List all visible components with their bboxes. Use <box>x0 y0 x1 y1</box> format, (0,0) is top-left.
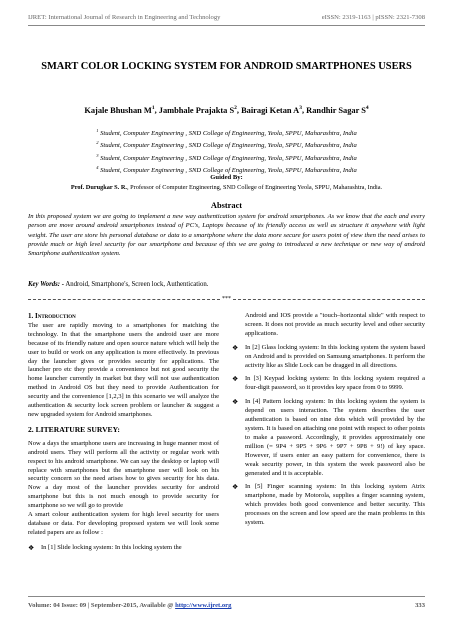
intro-paragraph: The user are rapidly moving to a smartphones for matching the technology. In that the smartphone users the android user are more because of its friendly nature and open source nature which will help the user to build or work on any application is more effectively. In previous day the launcher gives or provides security for applications. The launcher pro etc they provide a convenience but not good security the home launcher currently in market but they will not use authentication method in Android OS but they need to provide Authentication for security and the convenience [1,2,3] in this scenario we will analyze the authentication & security lock screen problem or launcher & suggest a new upgraded system for Android smartphones. <box>28 321 219 418</box>
affiliation-sup: 3 <box>96 152 99 158</box>
affiliation-sup: 1 <box>96 128 99 133</box>
diamond-bullet-icon: ❖ <box>232 375 239 384</box>
intro-heading <box>28 312 219 321</box>
affiliation-text: Student, Computer Engineering , SND College of Engineering, Yeola, SPPU, Maharashtra, India <box>98 142 357 150</box>
affiliation-text: Student, Computer Engineering , SND College of Engineering, Yeola, SPPU, Maharashtra, India <box>98 167 357 175</box>
author-sup: 1 <box>151 105 155 111</box>
affiliation-line <box>20 151 433 163</box>
survey-item-text: In [4] Pattern locking system: In this locking system the system is depend on users interaction. The system describes the user authentication is based on nine dots which will provided by the system. It is based on attaching one point with respect to other points to make a password. Accordingly, it provides approximately one million (= 9P4 + 9P5 + 9P6 + 9P7 + 9P8 + 9!) of key space. However, if users enter an easy pattern for convenience, there is weak security power, in this system the week password also be generated and it is acceptable. <box>245 398 425 477</box>
affiliation-line <box>20 138 433 150</box>
left-column <box>28 312 219 558</box>
keywords-line <box>28 281 425 288</box>
author-separator: , <box>301 105 307 115</box>
journal-link[interactable]: http://www.ijret.org <box>175 602 232 609</box>
survey-item <box>232 375 425 393</box>
survey-item-text: In [5] Finger scanning system: In this locking system Atrix smartphone, made by Motorola, supplies a finger scanning system, which provides both good convenience and better security. This processes on the screen and low speed are the main problems in this system. <box>245 483 425 527</box>
survey-item-continuation: Android and IOS provide a "touch–horizontal slide" with respect to screen. It does not provide as much security level and other security applications. <box>245 312 425 337</box>
affiliation-sup: 4 <box>96 165 99 171</box>
page-footer <box>28 602 425 609</box>
survey-paragraph-2: A smart colour authentication system for high level security for users database or data. For developing proposed system we will look some related papers are as follow : <box>28 511 219 536</box>
footer-divider <box>28 596 425 597</box>
guide-line <box>20 184 433 191</box>
survey-item <box>232 344 425 371</box>
section-separator <box>28 296 425 302</box>
author-name: Bairagi Ketan A <box>241 105 300 115</box>
abstract-heading: Abstract <box>210 201 243 210</box>
affiliations <box>20 126 433 176</box>
survey-item-text: In [2] Glass locking system: In this locking system the system based on Android and is provided on Samsung smartphones. It perform the activity like as Slide Lock can be dragged in all directions. <box>245 343 425 369</box>
guided-by-label: Guided By: <box>210 174 243 181</box>
guide-name: Prof. Durugkar S. R. <box>70 184 127 191</box>
right-column <box>232 312 425 533</box>
keywords-text: Android, Smartphone's, Screen lock, Authentication. <box>64 281 209 288</box>
author-sup: 3 <box>299 105 302 111</box>
diamond-bullet-icon: ❖ <box>232 398 239 407</box>
diamond-bullet-icon: ❖ <box>232 483 239 492</box>
author-sup: 2 <box>234 105 237 111</box>
separator-dash-right <box>233 299 425 300</box>
survey-heading: 2. LITERATURE SURVEY: <box>28 424 120 434</box>
keywords-label: Key Words: - <box>28 281 64 288</box>
header-divider <box>28 25 425 26</box>
author-separator: , <box>154 105 159 115</box>
footer-volume <box>28 602 231 609</box>
survey-item <box>232 398 425 478</box>
paper-title: SMART COLOR LOCKING SYSTEM FOR ANDROID SMARTPHONES USERS <box>41 61 412 72</box>
author-line <box>20 105 433 115</box>
survey-item-text: In [3] Keypad locking system: In this locking system required a four-digit password, so it provides key space from 0 to 9999. <box>245 375 425 392</box>
author-separator: , <box>236 105 242 115</box>
running-header <box>28 14 425 21</box>
affiliation-sup: 2 <box>96 140 99 146</box>
survey-item-text: In [1] Slide locking system: In this locking system the <box>41 543 182 551</box>
survey-item <box>232 483 425 528</box>
author-sup: 4 <box>365 105 369 111</box>
issn-text: eISSN: 2319-1163 | pISSN: 2321-7308 <box>321 14 425 21</box>
survey-paragraph: Now a days the smartphone users are increasing in huge manner most of android users. They will perform all the activity or regular work with respect to his android smartphone. We can say the desktop or laptop will replace with smartphones but the smartphone user will look on his security concern so the need arises how to gives security for his data. Now a day most of the launcher provides security for android smartphone but this is not much enough to provide security for smartphone so we will go to provide <box>28 439 219 510</box>
affiliation-text: Student, Computer Engineering , SND College of Engineering, Yeola, SPPU, Maharashtra, India <box>98 155 357 163</box>
separator-dash-left <box>28 299 220 300</box>
journal-name: IJRET: International Journal of Research in Engineering and Technology <box>28 14 221 21</box>
author-name: Jambhale Prajakta S <box>158 105 235 115</box>
footer-volume-text: Volume: 04 Issue: 09 | September-2015, Available @ <box>28 602 176 609</box>
abstract-body: In this proposed system we are going to implement a new way authentication system for android smartphones. As we know that the each and every person are move around android smartphones instead of PC's, Laptops because of its friendly access as well as structure it anywhere with light weight. The user are store his personal database or data to a smartphone where the data more secure for users point of view then the need arises to provide much or high level security for our smartphone and because of this we are going to introduced a new technique or new way of android Smartphone authentication system. <box>28 213 425 258</box>
diamond-bullet-icon: ❖ <box>232 343 239 352</box>
author-name: Kajale Bhushan M <box>84 105 152 115</box>
intro-heading-text: Introduction <box>35 312 76 320</box>
intro-heading-number: 1. <box>28 312 35 320</box>
page-number: 333 <box>415 602 425 609</box>
survey-item <box>28 544 219 553</box>
affiliation-line <box>20 126 433 138</box>
guide-details: , Professor of Computer Engineering, SND College of Engineering Yeola, SPPU, Maharashtra, India. <box>126 184 383 191</box>
diamond-bullet-icon: ❖ <box>28 543 35 552</box>
affiliation-text: Student, Computer Engineering , SND College of Engineering, Yeola, SPPU, Maharashtra, India <box>98 130 357 138</box>
author-name: Randhir Sagar S <box>306 105 366 115</box>
separator-stars: *** <box>222 296 231 302</box>
